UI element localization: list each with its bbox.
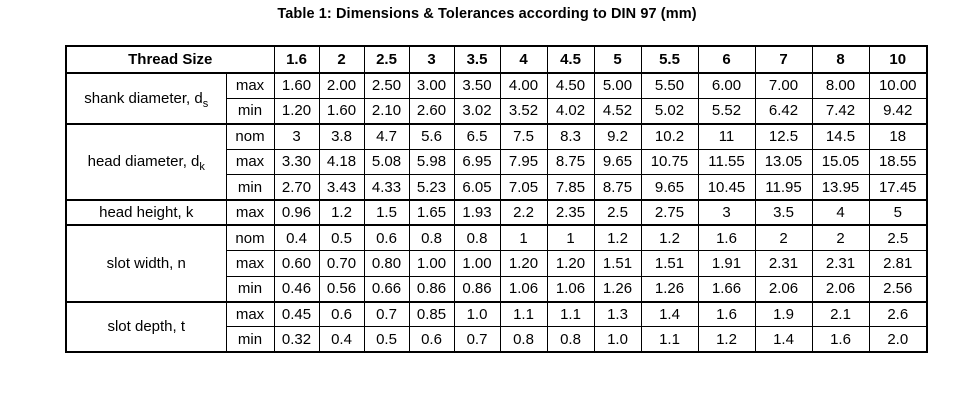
value-cell: 1.93	[454, 200, 500, 225]
row-kind-label: max	[226, 200, 274, 225]
value-cell: 11.55	[698, 149, 755, 174]
size-header: 2	[319, 46, 364, 73]
value-cell: 1.4	[641, 302, 698, 327]
value-cell: 2.5	[869, 225, 927, 250]
value-cell: 1.06	[547, 276, 594, 301]
value-cell: 2.56	[869, 276, 927, 301]
row-group-label	[66, 73, 226, 124]
value-cell: 4.02	[547, 98, 594, 123]
value-cell: 2.70	[274, 175, 319, 200]
value-cell: 0.86	[409, 276, 454, 301]
value-cell: 2.0	[869, 327, 927, 352]
value-cell: 0.6	[319, 302, 364, 327]
row-kind-label: min	[226, 327, 274, 352]
row-group-label	[66, 124, 226, 200]
value-cell: 0.8	[547, 327, 594, 352]
size-header: 8	[812, 46, 869, 73]
value-cell: 8.00	[812, 73, 869, 98]
value-cell: 1	[500, 225, 547, 250]
value-cell: 1.51	[594, 251, 641, 276]
value-cell: 1	[547, 225, 594, 250]
value-cell: 2.00	[319, 73, 364, 98]
value-cell: 1.0	[594, 327, 641, 352]
value-cell: 17.45	[869, 175, 927, 200]
value-cell: 8.3	[547, 124, 594, 149]
value-cell: 0.70	[319, 251, 364, 276]
row-kind-label: nom	[226, 225, 274, 250]
value-cell: 0.45	[274, 302, 319, 327]
value-cell: 0.8	[454, 225, 500, 250]
value-cell: 5.23	[409, 175, 454, 200]
table-row	[66, 200, 927, 225]
value-cell: 10.45	[698, 175, 755, 200]
row-kind-label: nom	[226, 124, 274, 149]
row-group-label-text: slot depth, t	[107, 318, 186, 336]
value-cell: 1.6	[698, 302, 755, 327]
row-group-label	[66, 225, 226, 301]
value-cell: 3.50	[454, 73, 500, 98]
value-cell: 4.52	[594, 98, 641, 123]
row-group-label-text: head height, k	[99, 204, 194, 222]
value-cell: 1.2	[319, 200, 364, 225]
value-cell: 1.5	[364, 200, 409, 225]
value-cell: 4.7	[364, 124, 409, 149]
value-cell: 2	[812, 225, 869, 250]
din97-dimensions-table	[65, 45, 928, 353]
row-kind-label: max	[226, 73, 274, 98]
value-cell: 0.66	[364, 276, 409, 301]
value-cell: 7.85	[547, 175, 594, 200]
value-cell: 9.42	[869, 98, 927, 123]
header-row	[66, 46, 927, 73]
row-kind-label: max	[226, 149, 274, 174]
value-cell: 2.50	[364, 73, 409, 98]
size-header: 4	[500, 46, 547, 73]
value-cell: 0.7	[364, 302, 409, 327]
row-kind-label: max	[226, 251, 274, 276]
value-cell: 1.4	[755, 327, 812, 352]
value-cell: 0.8	[409, 225, 454, 250]
row-kind-label: min	[226, 276, 274, 301]
size-header: 5	[594, 46, 641, 73]
value-cell: 1.1	[641, 327, 698, 352]
value-cell: 7.00	[755, 73, 812, 98]
value-cell: 0.56	[319, 276, 364, 301]
table-title: Table 1: Dimensions & Tolerances according to DIN 97 (mm)	[277, 6, 697, 22]
value-cell: 6.42	[755, 98, 812, 123]
value-cell: 0.86	[454, 276, 500, 301]
value-cell: 3	[274, 124, 319, 149]
row-group-label-subscript: k	[199, 161, 205, 174]
value-cell: 0.5	[319, 225, 364, 250]
value-cell: 1.60	[319, 98, 364, 123]
value-cell: 3.8	[319, 124, 364, 149]
value-cell: 1.65	[409, 200, 454, 225]
value-cell: 3.52	[500, 98, 547, 123]
value-cell: 3.00	[409, 73, 454, 98]
size-header: 5.5	[641, 46, 698, 73]
value-cell: 7.42	[812, 98, 869, 123]
value-cell: 5.08	[364, 149, 409, 174]
value-cell: 11	[698, 124, 755, 149]
value-cell: 5	[869, 200, 927, 225]
value-cell: 0.5	[364, 327, 409, 352]
row-group-label-text: shank diameter, d	[84, 89, 203, 107]
value-cell: 0.7	[454, 327, 500, 352]
value-cell: 0.8	[500, 327, 547, 352]
value-cell: 9.2	[594, 124, 641, 149]
value-cell: 2.2	[500, 200, 547, 225]
value-cell: 2	[755, 225, 812, 250]
value-cell: 1.0	[454, 302, 500, 327]
value-cell: 1.2	[698, 327, 755, 352]
value-cell: 1.66	[698, 276, 755, 301]
value-cell: 2.31	[755, 251, 812, 276]
value-cell: 18	[869, 124, 927, 149]
value-cell: 13.95	[812, 175, 869, 200]
value-cell: 1.91	[698, 251, 755, 276]
value-cell: 5.02	[641, 98, 698, 123]
size-header: 3	[409, 46, 454, 73]
value-cell: 1.26	[641, 276, 698, 301]
value-cell: 15.05	[812, 149, 869, 174]
size-header: 2.5	[364, 46, 409, 73]
value-cell: 4.18	[319, 149, 364, 174]
size-header: 3.5	[454, 46, 500, 73]
value-cell: 1.00	[454, 251, 500, 276]
value-cell: 2.1	[812, 302, 869, 327]
row-group-label	[66, 302, 226, 353]
value-cell: 6.00	[698, 73, 755, 98]
table-row	[66, 124, 927, 149]
row-group-label	[66, 200, 226, 225]
value-cell: 12.5	[755, 124, 812, 149]
table-row	[66, 302, 927, 327]
value-cell: 0.32	[274, 327, 319, 352]
value-cell: 1.6	[698, 225, 755, 250]
row-kind-label: max	[226, 302, 274, 327]
value-cell: 2.6	[869, 302, 927, 327]
size-header: 1.6	[274, 46, 319, 73]
value-cell: 1.3	[594, 302, 641, 327]
value-cell: 1.20	[274, 98, 319, 123]
value-cell: 9.65	[594, 149, 641, 174]
size-header: 6	[698, 46, 755, 73]
value-cell: 7.95	[500, 149, 547, 174]
value-cell: 1.51	[641, 251, 698, 276]
row-kind-label: min	[226, 98, 274, 123]
value-cell: 1.1	[500, 302, 547, 327]
value-cell: 5.98	[409, 149, 454, 174]
row-kind-label: min	[226, 175, 274, 200]
value-cell: 2.35	[547, 200, 594, 225]
value-cell: 5.52	[698, 98, 755, 123]
size-header: 4.5	[547, 46, 594, 73]
value-cell: 1.26	[594, 276, 641, 301]
value-cell: 0.6	[364, 225, 409, 250]
row-group-label-text: slot width, n	[106, 254, 186, 272]
value-cell: 4	[812, 200, 869, 225]
value-cell: 2.75	[641, 200, 698, 225]
value-cell: 10.00	[869, 73, 927, 98]
table-row	[66, 73, 927, 98]
value-cell: 1.6	[812, 327, 869, 352]
value-cell: 11.95	[755, 175, 812, 200]
value-cell: 2.31	[812, 251, 869, 276]
value-cell: 0.85	[409, 302, 454, 327]
value-cell: 1.2	[594, 225, 641, 250]
value-cell: 3	[698, 200, 755, 225]
value-cell: 3.02	[454, 98, 500, 123]
row-group-label-subscript: s	[202, 97, 209, 110]
value-cell: 1.06	[500, 276, 547, 301]
value-cell: 3.43	[319, 175, 364, 200]
value-cell: 5.50	[641, 73, 698, 98]
table-row	[66, 225, 927, 250]
value-cell: 0.96	[274, 200, 319, 225]
value-cell: 6.5	[454, 124, 500, 149]
value-cell: 6.05	[454, 175, 500, 200]
value-cell: 2.60	[409, 98, 454, 123]
value-cell: 5.6	[409, 124, 454, 149]
value-cell: 13.05	[755, 149, 812, 174]
value-cell: 0.4	[319, 327, 364, 352]
size-header: 7	[755, 46, 812, 73]
value-cell: 3.30	[274, 149, 319, 174]
value-cell: 1.1	[547, 302, 594, 327]
value-cell: 14.5	[812, 124, 869, 149]
value-cell: 18.55	[869, 149, 927, 174]
value-cell: 0.6	[409, 327, 454, 352]
value-cell: 10.2	[641, 124, 698, 149]
value-cell: 0.4	[274, 225, 319, 250]
size-header: 10	[869, 46, 927, 73]
value-cell: 1.20	[547, 251, 594, 276]
value-cell: 1.60	[274, 73, 319, 98]
value-cell: 1.2	[641, 225, 698, 250]
corner-header-thread-size: Thread Size	[66, 46, 274, 73]
value-cell: 0.80	[364, 251, 409, 276]
value-cell: 2.81	[869, 251, 927, 276]
value-cell: 2.10	[364, 98, 409, 123]
value-cell: 4.50	[547, 73, 594, 98]
value-cell: 2.06	[755, 276, 812, 301]
value-cell: 1.9	[755, 302, 812, 327]
value-cell: 8.75	[594, 175, 641, 200]
value-cell: 6.95	[454, 149, 500, 174]
value-cell: 2.5	[594, 200, 641, 225]
value-cell: 10.75	[641, 149, 698, 174]
value-cell: 1.20	[500, 251, 547, 276]
value-cell: 4.00	[500, 73, 547, 98]
value-cell: 0.46	[274, 276, 319, 301]
value-cell: 0.60	[274, 251, 319, 276]
value-cell: 5.00	[594, 73, 641, 98]
value-cell: 4.33	[364, 175, 409, 200]
value-cell: 7.5	[500, 124, 547, 149]
table-body	[66, 73, 927, 352]
value-cell: 9.65	[641, 175, 698, 200]
row-group-label-text: head diameter, d	[87, 153, 200, 171]
value-cell: 2.06	[812, 276, 869, 301]
value-cell: 8.75	[547, 149, 594, 174]
value-cell: 3.5	[755, 200, 812, 225]
value-cell: 1.00	[409, 251, 454, 276]
value-cell: 7.05	[500, 175, 547, 200]
